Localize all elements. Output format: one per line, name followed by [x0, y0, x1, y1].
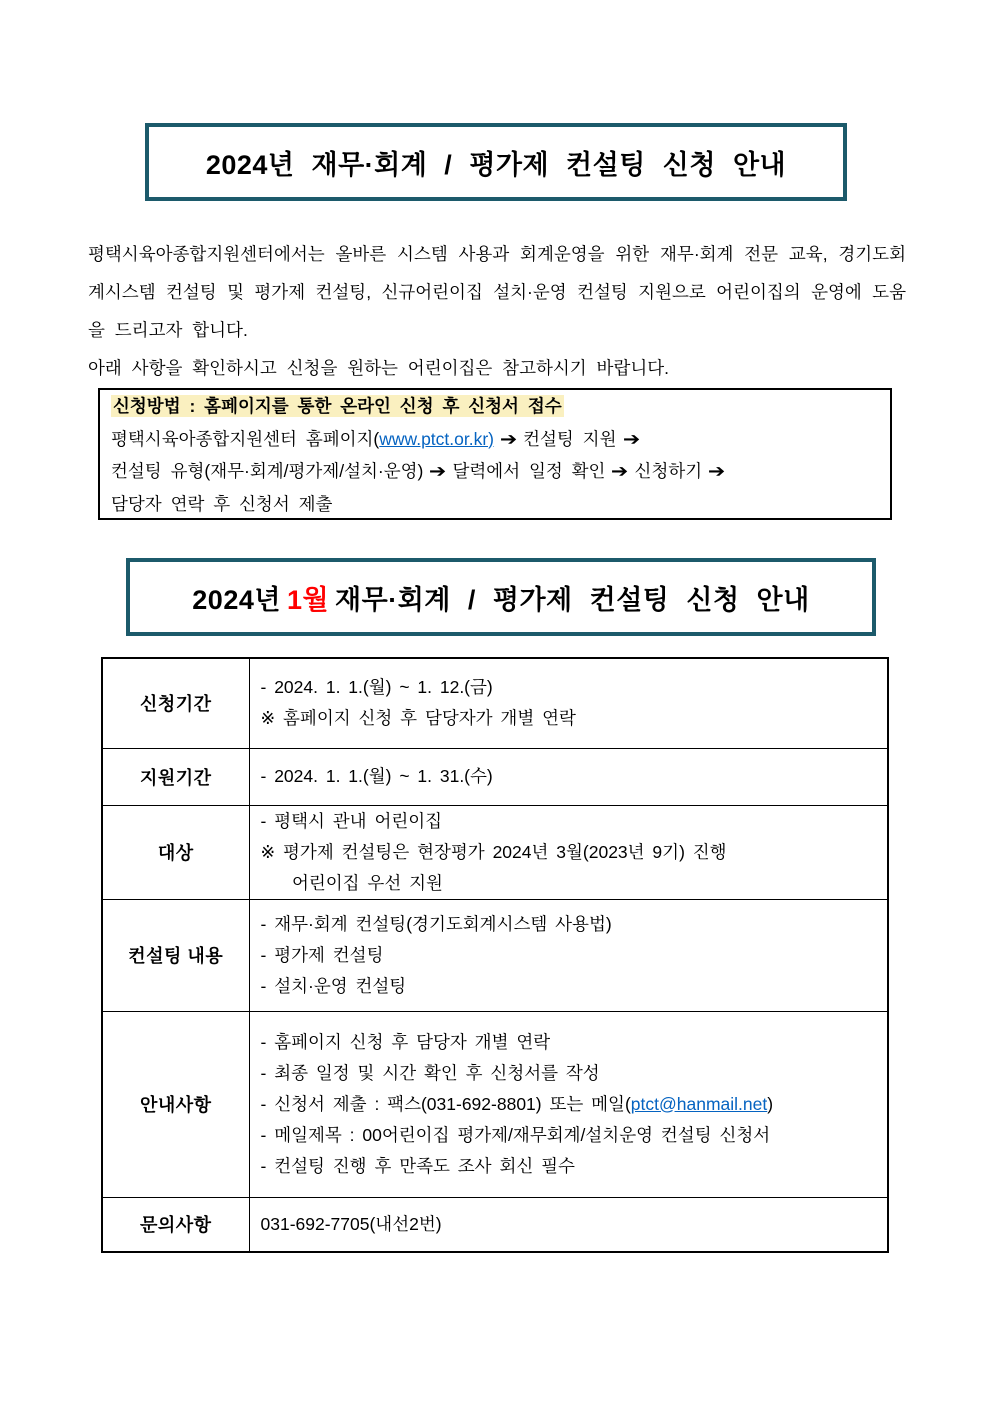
row-label-application-period: 신청기간: [102, 658, 249, 748]
table-row-target: [102, 805, 888, 899]
row-value-target: [249, 805, 888, 899]
right-arrow-icon: ➔: [499, 428, 518, 449]
table-row-application-period: [102, 658, 888, 748]
month-highlight: 1월: [286, 584, 330, 615]
table-row-support-period: [102, 748, 888, 805]
step-consulting-type: 컨설팅 유형(재무·회계/평가제/설치·운영): [111, 461, 424, 481]
homepage-label: 평택시육아종합지원센터 홈페이지(: [111, 428, 380, 449]
table-line: - 컨설팅 진행 후 만족도 조사 회신 필수: [260, 1155, 575, 1176]
table-line: - 2024. 1. 1.(월) ~ 1. 12.(금): [260, 677, 493, 698]
table-line: - 최종 일정 및 시간 확인 후 신청서를 작성: [260, 1062, 600, 1083]
row-value-application-period: [249, 658, 888, 748]
highlighted-heading-text: 신청방법 : 홈페이지를 통한 온라인 신청 후 신청서 접수: [113, 396, 562, 416]
table-line-with-link: [261, 1089, 888, 1120]
email-link[interactable]: ptct@hanmail.net: [630, 1093, 768, 1114]
table-row-consulting-content: [102, 899, 888, 1011]
table-line: - 설치·운영 컨설팅: [260, 975, 407, 996]
table-line: - 평택시 관내 어린이집: [260, 810, 443, 831]
row-value-guidance: [249, 1011, 888, 1197]
step-consulting-support: 컨설팅 지원: [523, 428, 617, 449]
row-label-guidance: 안내사항: [102, 1011, 249, 1197]
application-step-line-2: [111, 455, 879, 488]
table-line: - 평가제 컨설팅: [260, 944, 384, 965]
submission-post-text: ): [767, 1093, 774, 1114]
january-title-suffix: 재무·회계 / 평가제 컨설팅 신청 안내: [335, 584, 810, 615]
application-method-box: [98, 388, 892, 520]
table-line: 어린이집 우선 지원: [260, 872, 443, 893]
intro-text-2: 아래 사항을 확인하시고 신청을 원하는 어린이집은 참고하시기 바랍니다.: [88, 358, 670, 378]
row-value-contact: [249, 1197, 888, 1252]
table-line: ※ 홈페이지 신청 후 담당자가 개별 연락: [260, 708, 576, 729]
row-value-support-period: [249, 748, 888, 805]
table-line: - 2024. 1. 1.(월) ~ 1. 31.(수): [260, 766, 493, 786]
table-line: ※ 평가제 컨설팅은 현장평가 2024년 3월(2023년 9기) 진행: [260, 841, 727, 862]
row-label-contact: 문의사항: [102, 1197, 249, 1252]
right-arrow-icon: ➔: [622, 428, 640, 449]
table-row-contact: [102, 1197, 888, 1252]
application-method-heading: [111, 390, 879, 423]
table-line: - 홈페이지 신청 후 담당자 개별 연락: [260, 1031, 551, 1052]
submission-pre-text: - 신청서 제출 : 팩스(031-692-8801) 또는 메일(: [260, 1093, 631, 1114]
step-calendar-check: 달력에서 일정 확인: [452, 461, 606, 481]
application-step-line-3: 담당자 연락 후 신청서 제출: [111, 493, 333, 514]
intro-paragraph: [88, 235, 906, 387]
right-arrow-icon: ➔: [708, 461, 726, 481]
application-step-line-1: [111, 423, 879, 456]
website-link[interactable]: www.ptct.or.kr): [379, 428, 495, 449]
right-arrow-icon: ➔: [611, 461, 629, 481]
intro-text-1: 평택시육아종합지원센터에서는 올바른 시스템 사용과 회계운영을 위한 재무·회계 전문 교육, 경기도회계시스템 컨설팅 및 평가제 컨설팅, 신규어린이집 설치·운영 컨설팅 지원으로 어린이집의 운영에 도움을 드리고자 합니다.: [88, 244, 906, 340]
step-apply: 신청하기: [634, 461, 703, 481]
right-arrow-icon: ➔: [429, 461, 447, 481]
row-label-support-period: 지원기간: [102, 748, 249, 805]
row-label-target: 대상: [102, 805, 249, 899]
contact-phone-number: 031-692-7705(내선2번): [260, 1213, 442, 1234]
title-banner-january: [126, 558, 876, 636]
info-table: [101, 657, 889, 1253]
annual-title-text: 2024년 재무·회계 / 평가제 컨설팅 신청 안내: [205, 149, 787, 180]
row-label-consulting-content: 컨설팅 내용: [102, 899, 249, 1011]
table-row-guidance: [102, 1011, 888, 1197]
table-line: - 재무·회계 컨설팅(경기도회계시스템 사용법): [260, 913, 612, 934]
january-title-prefix: 2024년: [192, 584, 281, 615]
table-line: - 메일제목 : 00어린이집 평가제/재무회계/설치운영 컨설팅 신청서: [260, 1124, 771, 1145]
row-value-consulting-content: [249, 899, 888, 1011]
title-banner-annual: [145, 123, 847, 201]
